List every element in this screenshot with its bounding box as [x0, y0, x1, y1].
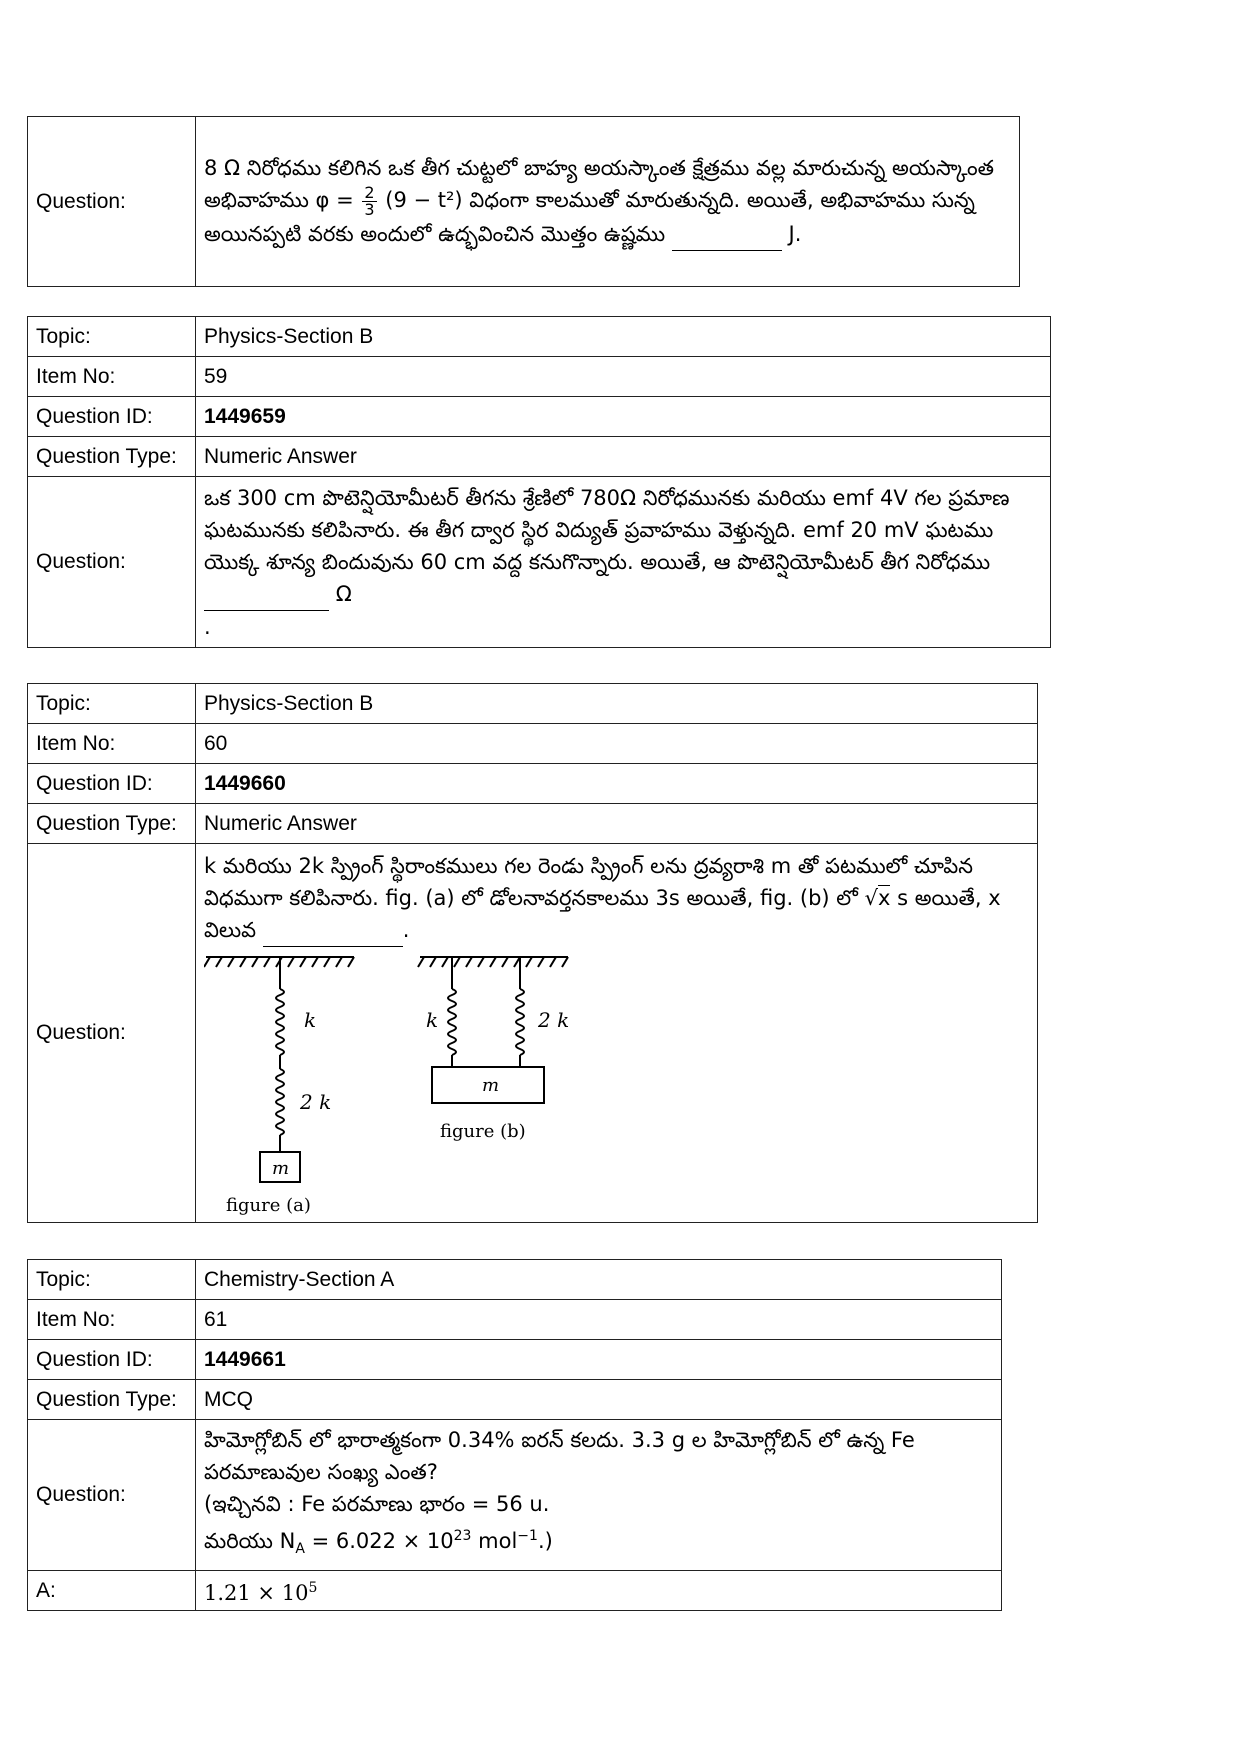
question-id-label: Question ID: — [28, 764, 196, 804]
question-unit: J. — [788, 221, 802, 246]
item-no-label: Item No: — [28, 724, 196, 764]
fraction-denominator: 3 — [364, 199, 375, 219]
topic-value: Chemistry-Section A — [196, 1260, 1002, 1300]
answer-label: A: — [28, 1571, 196, 1611]
exponent-minus-1: −1 — [517, 1528, 538, 1545]
answer-blank — [672, 218, 782, 251]
spring-2k-b — [516, 989, 524, 1055]
answer-base: 1.21 × 10 — [204, 1581, 309, 1605]
fraction — [362, 182, 376, 219]
label-2k-a: 2 k — [300, 1090, 332, 1114]
caption-figure-a: figure (a) — [226, 1195, 311, 1216]
question-type-value: MCQ — [196, 1380, 1002, 1420]
question-id-value — [196, 764, 1038, 804]
fraction-numerator: 2 — [364, 182, 375, 202]
question-label: Question: — [28, 117, 196, 287]
topic-label: Topic: — [28, 684, 196, 724]
question-table-continued — [27, 116, 1020, 287]
question-id-label: Question ID: — [28, 397, 196, 437]
answer-blank — [204, 578, 329, 611]
question-line2b: అయితే, x విలువ — [204, 886, 1001, 942]
spring-mass-figure — [204, 949, 584, 1219]
caption-figure-b: figure (b) — [440, 1121, 526, 1142]
avogadro-value: = 6.022 × 10 — [304, 1529, 454, 1554]
label-k-b: k — [426, 1008, 439, 1032]
topic-label: Topic: — [28, 317, 196, 357]
question-id-value — [196, 1340, 1002, 1380]
answer-exponent: 5 — [308, 1580, 318, 1596]
question-type-label: Question Type: — [28, 1380, 196, 1420]
question-line3-end: .) — [537, 1529, 553, 1554]
question-line1: k మరియు 2k స్ప్రింగ్ స్థిరాంకములు గల రెండు స్ప్రింగ్ లను ద్రవ్యరాశి m తో పటములో చూపిన విధముగా కలిపినారు. fig. (a) లో డోలనావర్తనకాలము 3s — [204, 854, 973, 910]
answer-blank — [263, 914, 403, 947]
question-id-value — [196, 397, 1051, 437]
item-no-value: 60 — [196, 724, 1038, 764]
question-label: Question: — [28, 477, 196, 648]
sqrt-unit: s — [897, 886, 909, 910]
question-text — [196, 844, 1038, 1223]
question-type-value: Numeric Answer — [196, 804, 1038, 844]
item-no-label: Item No: — [28, 1300, 196, 1340]
question-line1: హిమోగ్లోబిన్ లో భారాత్మకంగా 0.34% ఐరన్ కలదు. 3.3 g ల హిమోగ్లోబిన్ లో ఉన్న Fe పరమాణువుల సంఖ్య ఎంత? — [204, 1428, 915, 1485]
ceiling-a — [204, 957, 354, 1182]
topic-value: Physics-Section B — [196, 317, 1051, 357]
question-label: Question: — [28, 844, 196, 1223]
question-id-number: 1449659 — [204, 404, 286, 428]
subscript-a: A — [295, 1541, 305, 1558]
question-id-number: 1449660 — [204, 771, 286, 795]
question-type-value: Numeric Answer — [196, 437, 1051, 477]
sqrt-variable: x — [877, 886, 891, 910]
question-text-part2: (9 − t²) విధంగా కాలముతో మారుతున్నది. అయితే, అభివాహము సున్న అయినప్పటి వరకు అందులో ఉద్భవించిన మొత్తం ఉష్ణము — [204, 188, 975, 246]
unit-mol: mol — [471, 1529, 518, 1554]
label-m-b: m — [482, 1075, 500, 1096]
question-tail: . — [204, 614, 211, 639]
topic-value: Physics-Section B — [196, 684, 1038, 724]
question-table-59 — [27, 316, 1051, 648]
question-text — [196, 1420, 1002, 1571]
label-k-a: k — [304, 1008, 317, 1032]
question-table-60 — [27, 683, 1038, 1223]
question-text — [196, 477, 1051, 648]
question-type-label: Question Type: — [28, 437, 196, 477]
question-line2a: అయితే, fig. (b) లో — [686, 886, 858, 910]
spring-2k-a — [276, 1069, 284, 1135]
question-id-number: 1449661 — [204, 1347, 286, 1371]
question-line3: మరియు N — [204, 1529, 296, 1554]
question-body: ఒక 300 cm పొటెన్షియోమీటర్ తీగను శ్రేణిలో 780Ω నిరోధమునకు మరియు emf 4V గల ప్రమాణ ఘటమునకు కలిపినారు. ఈ తీగ ద్వార స్థిర విద్యుత్ ప్రవాహము వెళ్తున్నది. emf 20 mV ఘటము యొక్క శూన్య బిందువును 60 cm వద్ద కనుగొన్నారు. అయితే, ఆ పొటెన్షియోమీటర్ తీగ నిరోధము — [204, 485, 1010, 574]
spring-k-a — [276, 989, 284, 1055]
question-unit: Ω — [335, 581, 352, 606]
answer-value — [196, 1571, 1002, 1611]
spring-k-b — [448, 989, 456, 1055]
question-label: Question: — [28, 1420, 196, 1571]
label-2k-b: 2 k — [538, 1008, 570, 1032]
label-m-a: m — [272, 1158, 290, 1179]
question-end: . — [402, 918, 410, 942]
question-line2: (ఇచ్చినవి : Fe పరమాణు భారం = 56 u. — [204, 1492, 550, 1517]
item-no-value: 59 — [196, 357, 1051, 397]
question-text — [196, 117, 1020, 287]
sqrt-expression: √x s — [864, 886, 909, 910]
question-text-part1: 8 Ω నిరోధము కలిగిన ఒక తీగ చుట్టలో బాహ్య అయస్కాంత క్షేత్రము వల్ల మారుచున్న అయస్కాంత అభివాహము φ = — [204, 156, 994, 213]
exponent-23: 23 — [453, 1528, 472, 1545]
item-no-label: Item No: — [28, 357, 196, 397]
question-table-61 — [27, 1259, 1002, 1611]
question-type-label: Question Type: — [28, 804, 196, 844]
item-no-value: 61 — [196, 1300, 1002, 1340]
topic-label: Topic: — [28, 1260, 196, 1300]
question-id-label: Question ID: — [28, 1340, 196, 1380]
